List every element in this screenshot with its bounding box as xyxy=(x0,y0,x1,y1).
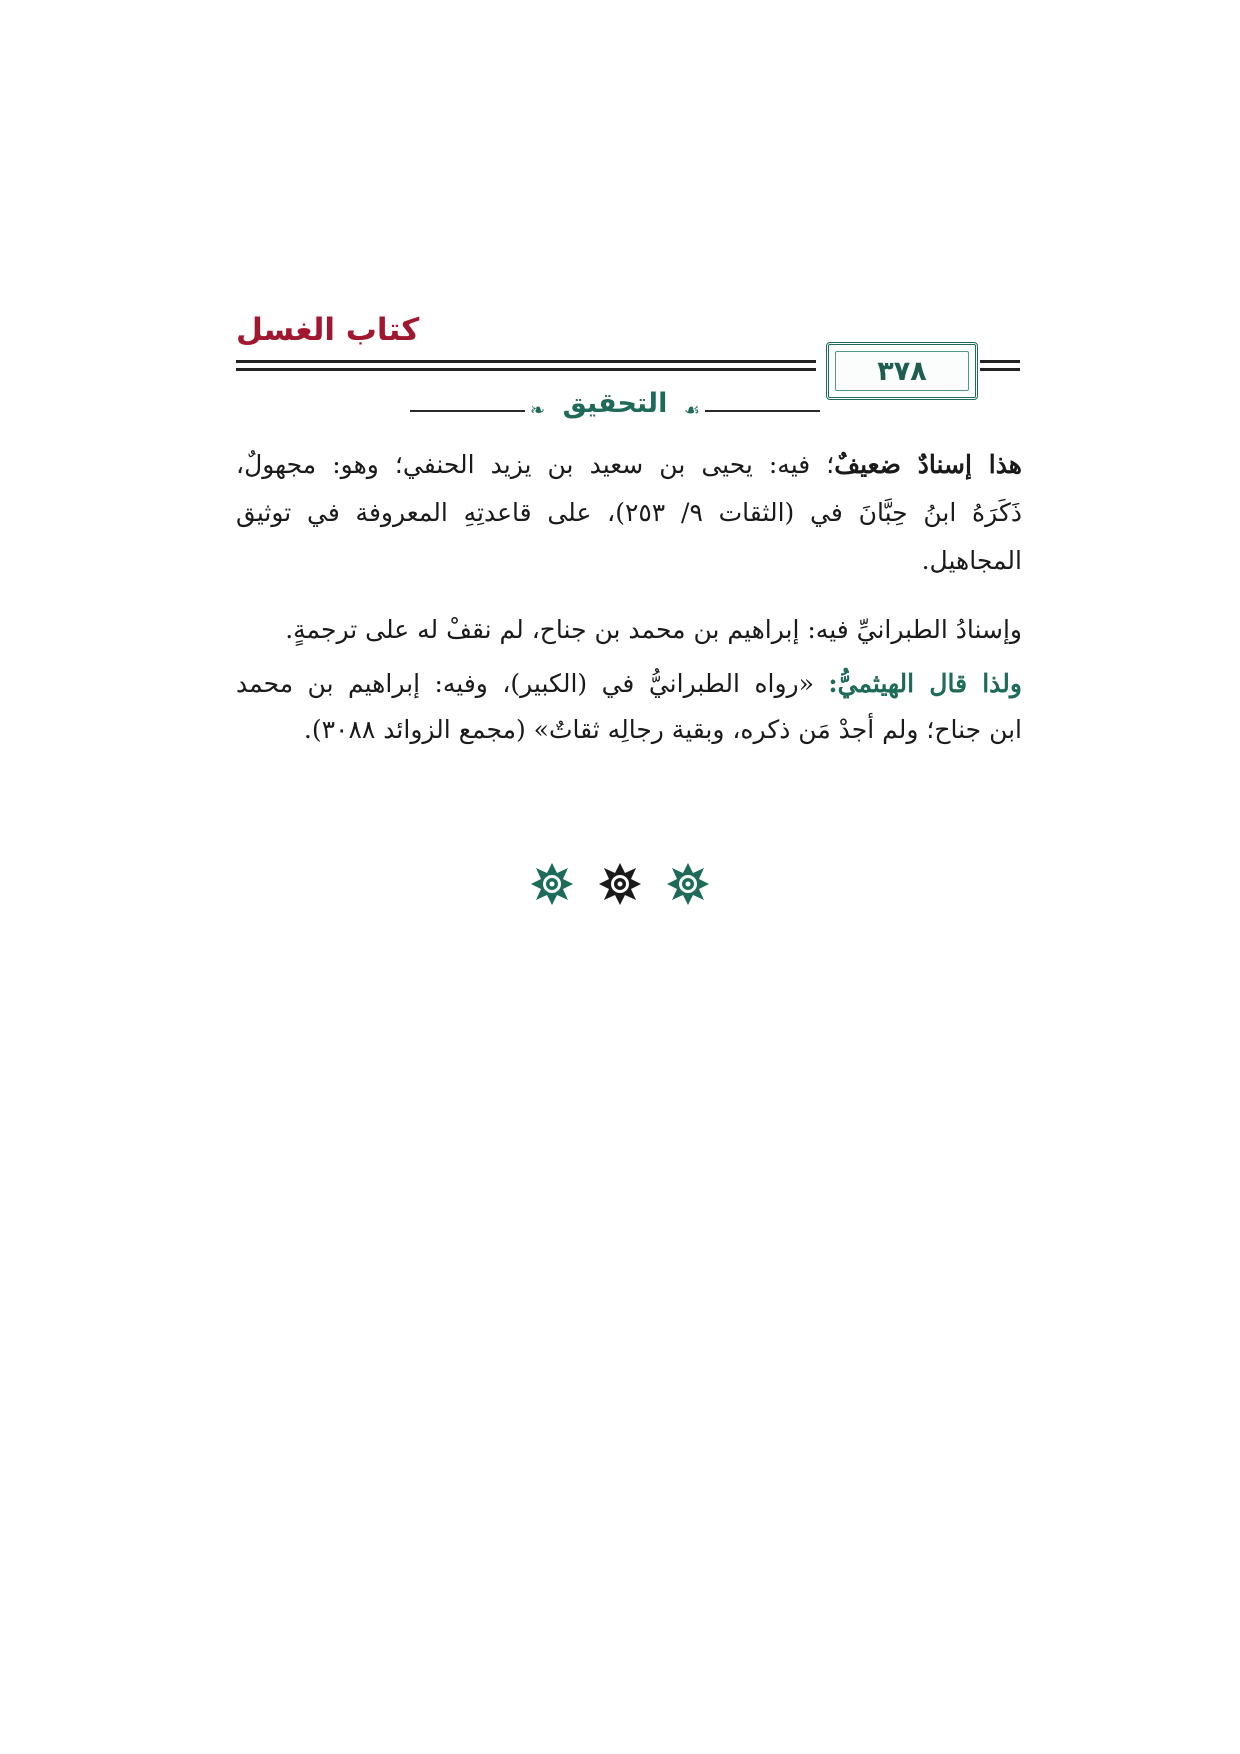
star-ornament-icon xyxy=(530,862,574,906)
paragraph-3-line-2: ابن جناح؛ ولم أجدْ مَن ذكره، وبقية رجالِه ثقاتٌ» (مجمع الزوائد ٣٠٨٨). xyxy=(303,715,1022,744)
verdict-bold: هذا إسنادٌ ضعيفٌ xyxy=(834,450,1022,479)
paragraph-2-line-1: وإسنادُ الطبرانيِّ فيه: إبراهيم بن محمد بن جناح، لم نقفْ له على ترجمةٍ. xyxy=(285,615,1022,644)
header-rule-top xyxy=(236,360,816,363)
paragraph-3-line-1-text: «رواه الطبرانيُّ في (الكبير)، وفيه: إبراهيم بن محمد xyxy=(236,669,829,698)
star-ornament-icon xyxy=(598,862,642,906)
section-divider xyxy=(530,862,710,906)
paragraph-1-line-2: ذَكَرَهُ ابنُ حِبَّانَ في (الثقات ٩/ ٢٥٣)، على قاعدتِهِ المعروفة في توثيق xyxy=(236,498,1022,527)
paragraph-1-line-1-text: ؛ فيه: يحيى بن سعيد بن يزيد الحنفي؛ وهو: مجهولٌ، xyxy=(236,450,835,479)
paragraph-1-line-3: المجاهيل. xyxy=(921,546,1022,575)
paragraph-1-line-1 xyxy=(236,452,1022,477)
ornament-knot-icon: ❧ xyxy=(530,400,546,421)
ornament-line-right xyxy=(705,410,820,412)
ornament-knot-icon: ☙ xyxy=(683,400,700,421)
section-heading: التحقيق xyxy=(562,388,668,419)
header-rule-bottom xyxy=(236,368,816,371)
chapter-title: كتاب الغسل xyxy=(236,312,420,348)
star-ornament-icon xyxy=(666,862,710,906)
header-rule-top-right xyxy=(980,360,1020,363)
quote-lead: ولذا قال الهيثميُّ: xyxy=(828,669,1022,698)
header-rule-bottom-right xyxy=(980,368,1020,371)
section-heading-ornament xyxy=(410,388,820,428)
page-number: ٣٧٨ xyxy=(877,355,927,387)
paragraph-3-line-1 xyxy=(236,671,1022,696)
body-text xyxy=(236,452,1022,742)
page-number-frame xyxy=(826,342,978,400)
page-header xyxy=(236,312,1020,392)
